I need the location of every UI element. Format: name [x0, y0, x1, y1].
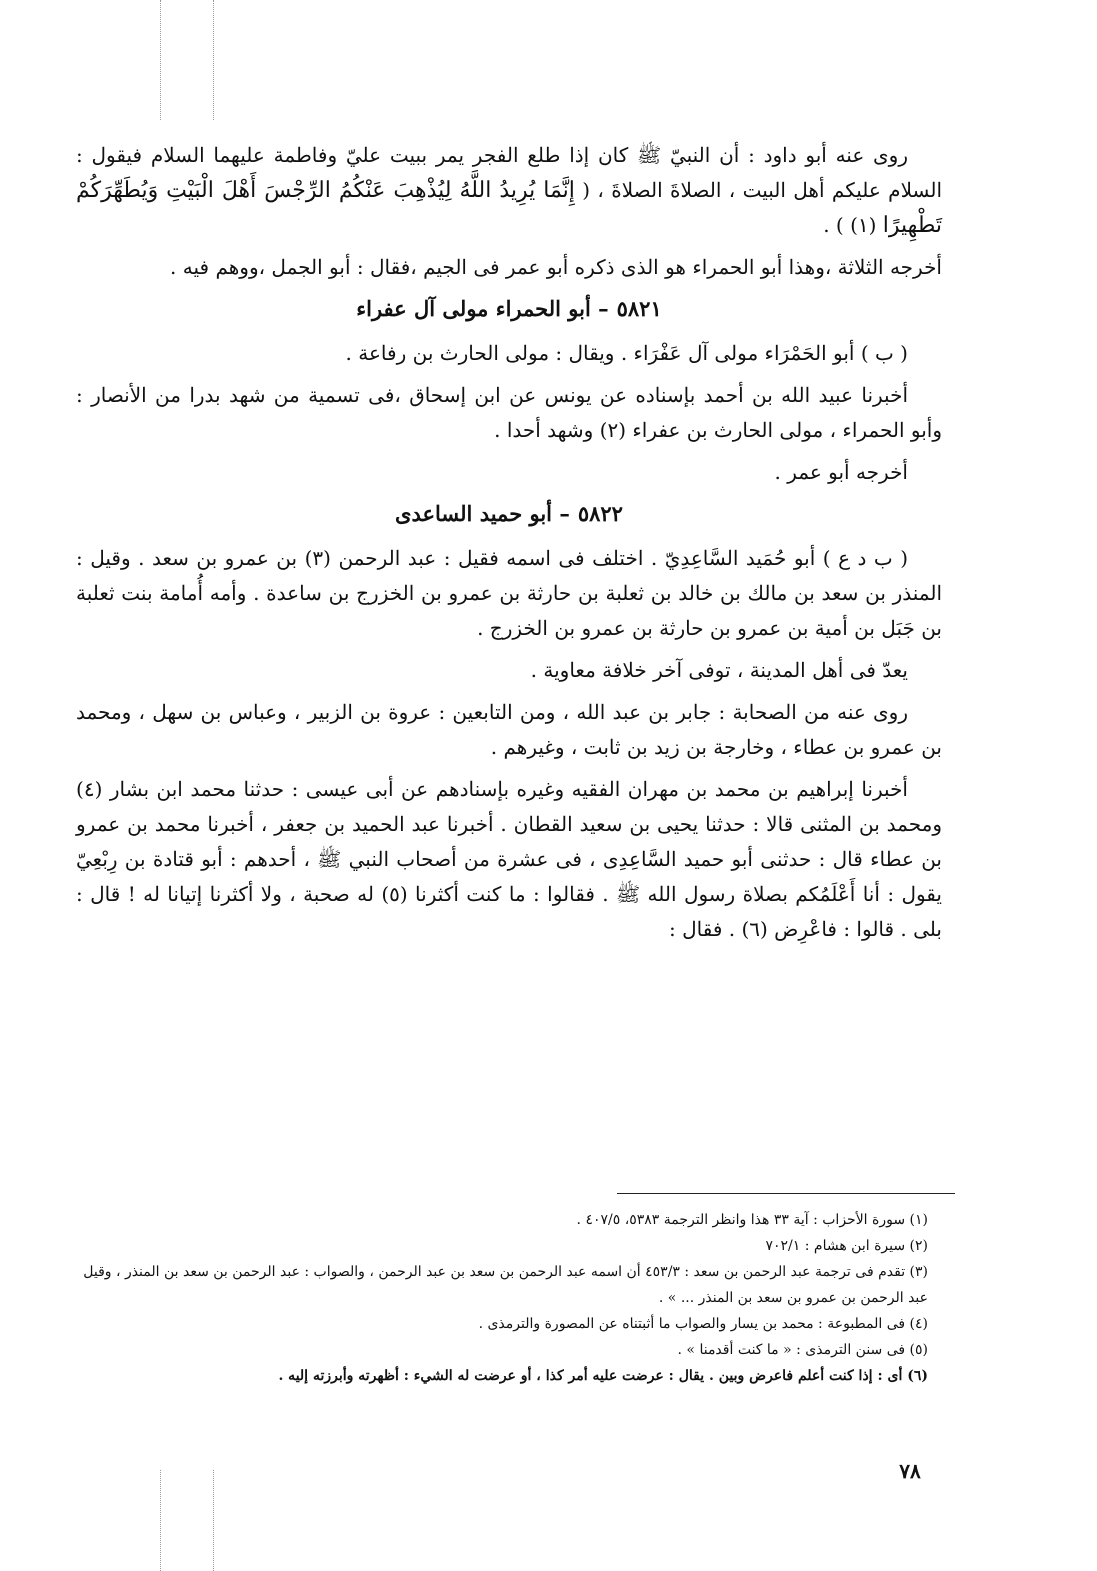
entry-5822-paragraph: ( ب د ع ) أبو حُمَيد السَّاعِدِيّ . اختلف فى اسمه فقيل : عبد الرحمن (٣) بن عمرو بن سعد . وقيل : المنذر بن سعد بن مالك بن خالد بن ثعلبة بن حارثة بن عمرو بن الخزرج بن ساعدة . وأمه أُمامة بنت ثعلبة بن جَبَل بن أمية بن عمرو بن حارثة بن عمرو بن الخزرج .: [76, 546, 942, 640]
footnote: (٦) أى : إذا كنت أعلم فاعرض وبين . يقال : عرضت عليه أمر كذا ، أو عرضت له الشيء : أظهرته وأبرزته إليه .: [278, 1368, 928, 1384]
footnote: (٤) فى المطبوعة : محمد بن يسار والصواب ما أثبتناه عن المصورة والترمذى .: [478, 1316, 928, 1332]
footnote: (٥) فى سنن الترمذى : « ما كنت أقدمنا » .: [677, 1342, 928, 1358]
entry-number: ٥٨٢٢: [577, 501, 623, 526]
scan-dotted-line: [160, 0, 161, 120]
entry-number: ٥٨٢١: [616, 296, 662, 321]
footnote-separator: [617, 1193, 955, 1194]
footnote: (١) سورة الأحزاب : آية ٣٣ هذا وانظر الترجمة ٥٣٨٣، ٤٠٧/٥ .: [576, 1212, 928, 1228]
entry-heading-5822: [76, 497, 942, 531]
scan-dotted-line: [160, 1470, 161, 1571]
hadith-text: روى عنه أبو داود : أن النبيّ ﷺ كان إذا طلع الفجر يمر ببيت عليّ وفاطمة عليهما السلام فيقول : السلام عليكم أهل البيت ، الصلاةَ الصلاةَ ، (: [76, 143, 942, 202]
entry-5822-paragraph: أخبرنا إبراهيم بن محمد بن مهران الفقيه وغيره بإسنادهم عن أبى عيسى : حدثنا محمد ابن بشار (٤) ومحمد بن المثنى قالا : حدثنا يحيى بن سعيد القطان . أخبرنا عبد الحميد بن جعفر ، أخبرنا محمد بن عمرو بن عطاء قال : حدثنى أبو حميد السَّاعِدِى ، فى عشرة من أصحاب النبي ﷺ ، أحدهم : أبو قتادة بن رِبْعِيّ يقول : أنا أَعْلَمُكم بصلاة رسول الله ﷺ . فقالوا : ما كنت أكثرنا (٥) له صحبة ، ولا أكثرنا إتيانا له ! قال : بلى . قالوا : فاعْرِض (٦) . فقال :: [76, 777, 942, 941]
entry-title: – أبو حميد الساعدى: [395, 501, 570, 526]
quran-verse: إِنَّمَا يُرِيدُ اللَّهُ لِيُذْهِبَ عَنْكُمُ الرِّجْسَ أَهْلَ الْبَيْتِ وَيُطَهِّرَكُمْ تَطْهِيرًا: [76, 178, 942, 238]
entry-5822-paragraph: روى عنه من الصحابة : جابر بن عبد الله ، ومن التابعين : عروة بن الزبير ، وعباس بن سهل ، ومحمد بن عمرو بن عطاء ، وخارجة بن زيد بن ثابت ، وغيرهم .: [76, 700, 942, 759]
entry-5821-paragraph: أخبرنا عبيد الله بن أحمد بإسناده عن يونس عن ابن إسحاق ،فى تسمية من شهد بدرا من الأنصار : وأبو الحمراء ، مولى الحارث بن عفراء (٢) وشهد أحدا .: [76, 383, 942, 442]
entry-5822-paragraph: يعدّ فى أهل المدينة ، توفى آخر خلافة معاوية .: [530, 658, 908, 682]
footnote-ref: (١) ) .: [823, 213, 883, 237]
page-body: [76, 138, 942, 954]
paragraph-hadith: [76, 138, 942, 243]
entry-5821-paragraph: أخرجه أبو عمر .: [774, 460, 908, 484]
entry-heading-5821: [76, 292, 942, 326]
footnote: (٣) تقدم فى ترجمة عبد الرحمن بن سعد : ٤٥٣/٣ أن اسمه عبد الرحمن بن سعد بن عبد الرحمن ، والصواب : عبد الرحمن بن سعد بن المنذر ، وقيل عبد الرحمن بن عمرو بن سعد بن المنذر ... » .: [83, 1264, 928, 1306]
paragraph-takhrij: أخرجه الثلاثة ،وهذا أبو الحمراء هو الذى ذكره أبو عمر فى الجيم ،فقال : أبو الجمل ،ووهم فيه .: [170, 255, 942, 279]
entry-title: – أبو الحمراء مولى آل عفراء: [356, 296, 609, 321]
footnotes: [76, 1207, 946, 1389]
scan-dotted-line: [213, 1470, 214, 1571]
page-number: ٧٨: [899, 1459, 921, 1483]
entry-5821-paragraph: ( ب ) أبو الحَمْرَاء مولى آل عَفْرَاء . ويقال : مولى الحارث بن رفاعة .: [345, 341, 908, 365]
footnote: (٢) سيرة ابن هشام : ٧٠٢/١: [765, 1238, 928, 1254]
scan-dotted-line: [213, 0, 214, 120]
